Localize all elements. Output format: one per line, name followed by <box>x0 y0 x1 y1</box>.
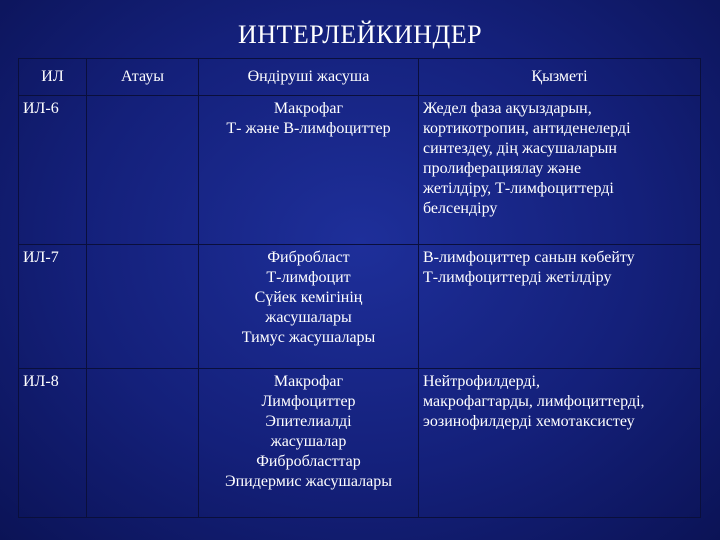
producer-line: Лимфоциттер <box>261 393 356 410</box>
cell-producer <box>199 245 419 369</box>
function-line: Жедел фаза ақуыздарын, <box>423 100 592 117</box>
cell-function <box>419 96 701 245</box>
header-function: Қызметі <box>419 59 701 96</box>
cell-name <box>87 369 199 518</box>
producer-line: Эпителиалді <box>265 413 352 430</box>
producer-line: Макрофаг <box>273 373 344 390</box>
header-producer: Өндіруші жасуша <box>199 59 419 96</box>
cell-function <box>419 369 701 518</box>
interleukin-table <box>18 58 701 518</box>
table-row <box>19 245 701 369</box>
function-line: кортикотропин, антиденелерді <box>423 120 631 137</box>
producer-line: Фибробласт <box>267 249 350 266</box>
header-name: Атауы <box>87 59 199 96</box>
table-row <box>19 96 701 245</box>
header-il: ИЛ <box>19 59 87 96</box>
cell-name <box>87 96 199 245</box>
producer-line: жасушалары <box>265 309 352 326</box>
function-line: макрофагтарды, лимфоциттерді, <box>423 393 645 410</box>
producer-line: Сүйек кемігінің <box>254 289 363 306</box>
cell-producer <box>199 369 419 518</box>
function-line: В-лимфоциттер санын көбейту <box>423 249 635 266</box>
function-line: Нейтрофилдерді, <box>423 373 540 390</box>
producer-line: Макрофаг <box>273 100 344 117</box>
producer-line: Т- және В-лимфоциттер <box>226 120 391 137</box>
cell-name <box>87 245 199 369</box>
cell-il: ИЛ-6 <box>19 96 87 245</box>
function-line: пролиферациялау және <box>423 160 582 177</box>
producer-line: жасушалар <box>270 433 347 450</box>
function-line: Т-лимфоциттерді жетілдіру <box>423 269 612 286</box>
cell-producer <box>199 96 419 245</box>
producer-line: Т-лимфоцит <box>266 269 351 286</box>
table-header-row <box>19 59 701 96</box>
cell-il: ИЛ-7 <box>19 245 87 369</box>
function-line: синтездеу, дің жасушаларын <box>423 140 617 157</box>
producer-line: Эпидермис жасушалары <box>225 473 392 490</box>
producer-line: Тимус жасушалары <box>241 329 376 346</box>
cell-function <box>419 245 701 369</box>
cell-il: ИЛ-8 <box>19 369 87 518</box>
slide-title: ИНТЕРЛЕЙКИНДЕР <box>237 20 483 49</box>
producer-line: Фибробласттар <box>256 453 361 470</box>
function-line: жетілдіру, Т-лимфоциттерді <box>423 180 614 197</box>
table-row <box>19 369 701 518</box>
function-line: белсендіру <box>423 200 498 217</box>
function-line: эозинофилдерді хемотаксистеу <box>423 413 635 430</box>
